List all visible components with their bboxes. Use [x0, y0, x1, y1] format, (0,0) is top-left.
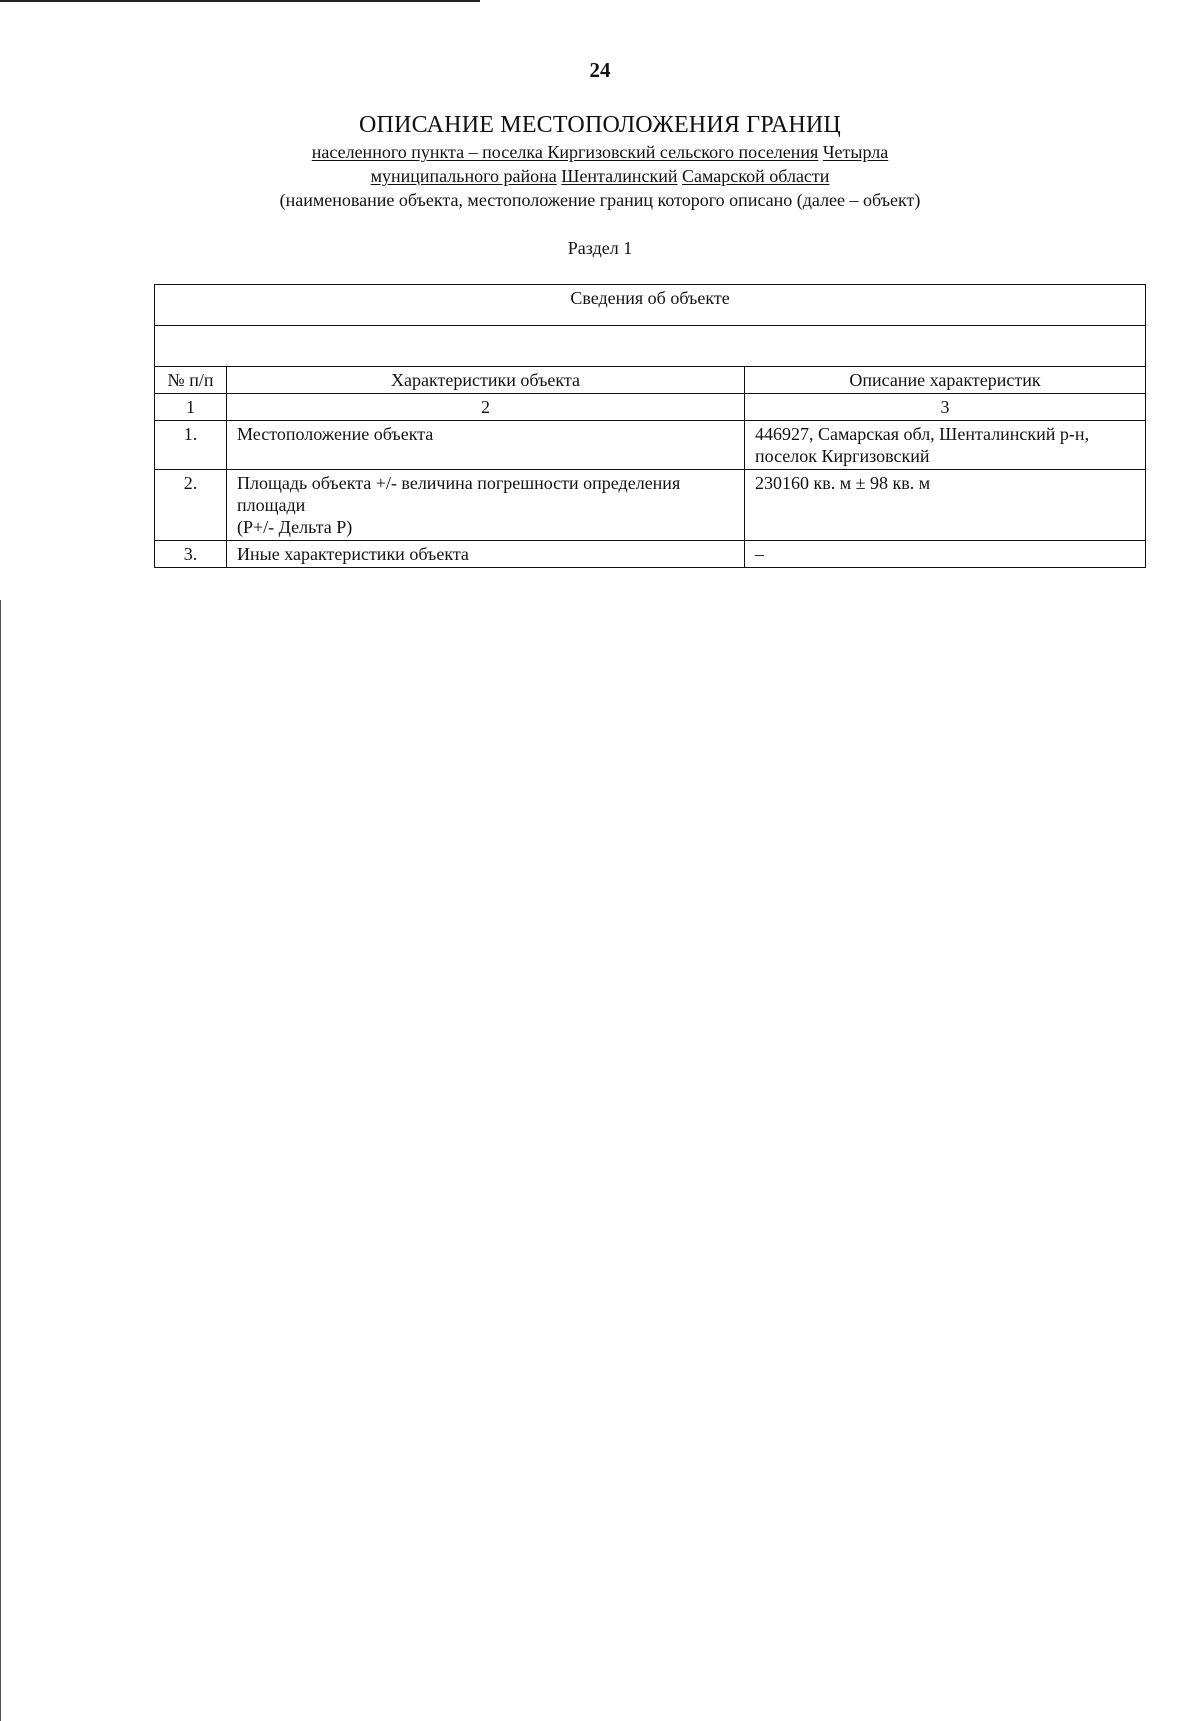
column-index: 1 — [155, 394, 227, 421]
row-number: 3. — [155, 541, 227, 568]
object-name-line-2 — [0, 166, 1200, 187]
scan-edge-left — [0, 600, 1, 1721]
table-row — [155, 421, 1146, 470]
table-index-row — [155, 394, 1146, 421]
object-name-line-1 — [0, 142, 1200, 163]
document-title: ОПИСАНИЕ МЕСТОПОЛОЖЕНИЯ ГРАНИЦ — [359, 112, 841, 138]
scan-edge-top — [0, 0, 480, 2]
object-name-text: Четырла — [822, 142, 889, 162]
object-name-text: Шенталинский — [561, 166, 678, 186]
table-blank-row — [155, 326, 1146, 367]
table-caption-row — [155, 285, 1146, 326]
header-characteristic: Характеристики объекта — [227, 367, 745, 394]
row-characteristic-note: (Р+/- Дельта Р) — [237, 517, 353, 537]
object-name-text: муниципального района — [370, 166, 557, 186]
header-number: № п/п — [155, 367, 227, 394]
row-characteristic: Местоположение объекта — [227, 421, 745, 470]
object-info-table — [154, 284, 1146, 568]
table-row — [155, 470, 1146, 541]
row-characteristic: Площадь объекта +/- величина погрешности определения площади — [237, 473, 681, 515]
row-characteristic: Иные характеристики объекта — [227, 541, 745, 568]
section-label: Раздел 1 — [567, 238, 633, 258]
header-description: Описание характеристик — [745, 367, 1146, 394]
table-blank-cell — [155, 326, 1146, 367]
column-index: 3 — [745, 394, 1146, 421]
row-description: 230160 кв. м ± 98 кв. м — [745, 470, 1146, 541]
table-row — [155, 541, 1146, 568]
row-description: 446927, Самарская обл, Шенталинский р-н, поселок Киргизовский — [745, 421, 1146, 470]
row-number: 1. — [155, 421, 227, 470]
page-number: 24 — [589, 58, 611, 82]
row-number: 2. — [155, 470, 227, 541]
object-name-text: населенного пункта – поселка Киргизовский сельского поселения — [311, 142, 819, 162]
object-name-text: Самарской области — [682, 166, 830, 186]
row-characteristic-cell — [227, 470, 745, 541]
table-caption: Сведения об объекте — [155, 285, 1146, 326]
table-header-row — [155, 367, 1146, 394]
row-description: – — [745, 541, 1146, 568]
column-index: 2 — [227, 394, 745, 421]
object-caption: (наименование объекта, местоположение границ которого описано (далее – объект) — [279, 190, 921, 210]
